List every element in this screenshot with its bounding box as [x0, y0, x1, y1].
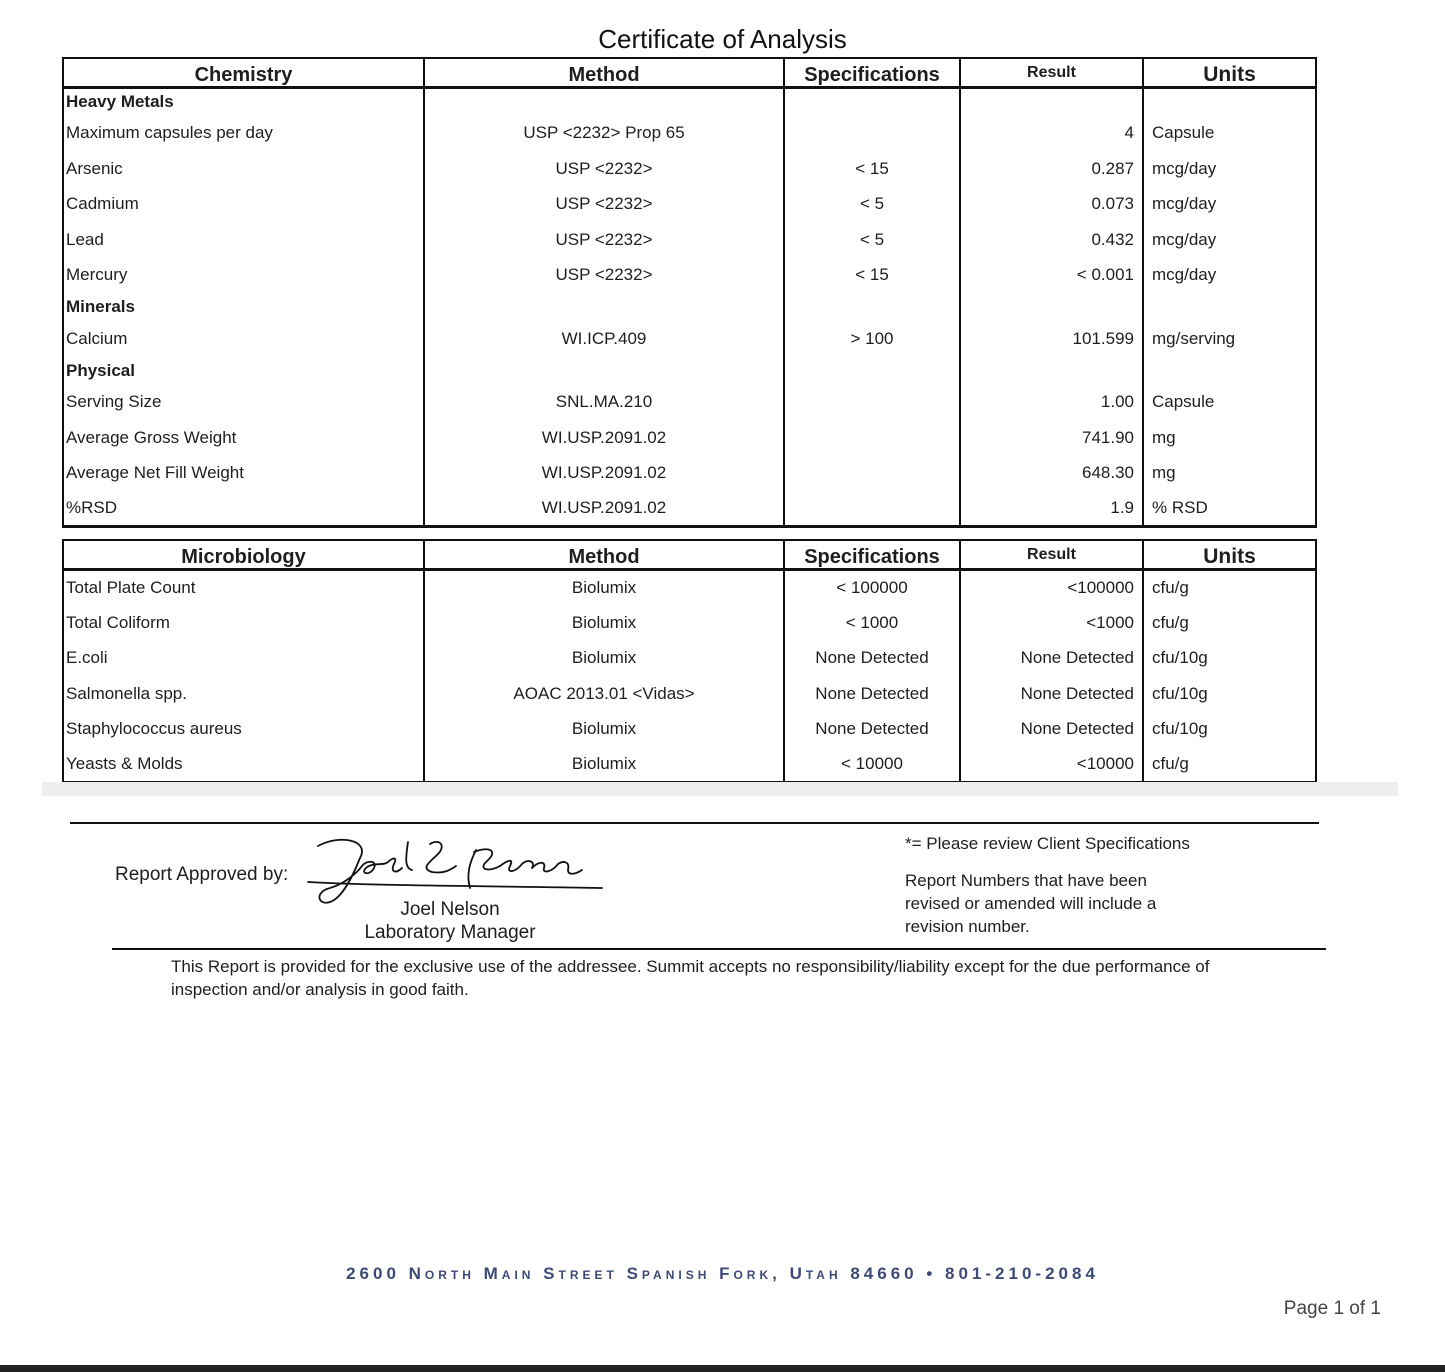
cell-units: cfu/10g	[1143, 641, 1316, 677]
cell-spec: < 100000	[784, 570, 960, 606]
cell-spec	[784, 420, 960, 456]
cell-spec: None Detected	[784, 641, 960, 677]
cell-units: cfu/10g	[1143, 676, 1316, 712]
cell-method: USP <2232>	[424, 187, 784, 223]
document-title: Certificate of Analysis	[598, 24, 847, 54]
signer-name: Joel Nelson	[400, 899, 500, 920]
cell-units: cfu/g	[1143, 605, 1316, 641]
cell-result: <10000	[960, 747, 1143, 783]
cell-result: None Detected	[960, 676, 1143, 712]
divider-top	[70, 822, 1319, 824]
table-row	[63, 420, 1316, 456]
cell-units: mg	[1143, 420, 1316, 456]
table-row	[63, 605, 1316, 641]
cell-units: Capsule	[1143, 385, 1316, 421]
cell-method: USP <2232>	[424, 258, 784, 294]
cell-name: Arsenic	[63, 151, 424, 187]
cell-method: Biolumix	[424, 605, 784, 641]
section-row	[63, 293, 1316, 321]
table-row	[63, 491, 1316, 527]
column-header-result: Result	[960, 540, 1143, 570]
cell-result: 0.432	[960, 222, 1143, 258]
column-header-method: Method	[424, 540, 784, 570]
column-header-microbiology: Microbiology	[63, 540, 424, 570]
cell-result: None Detected	[960, 641, 1143, 677]
cell-units: mg/serving	[1143, 321, 1316, 357]
empty-cell	[424, 357, 784, 385]
empty-cell	[960, 293, 1143, 321]
cell-name: Calcium	[63, 321, 424, 357]
microbiology-table	[62, 539, 1317, 784]
cell-spec: > 100	[784, 321, 960, 357]
cell-units: mg	[1143, 456, 1316, 492]
cell-units: Capsule	[1143, 116, 1316, 152]
table-row	[63, 116, 1316, 152]
section-row	[63, 357, 1316, 385]
empty-cell	[960, 357, 1143, 385]
approved-by-label: Report Approved by:	[115, 864, 289, 885]
section-row	[63, 88, 1316, 116]
cell-name: %RSD	[63, 491, 424, 527]
cell-method: SNL.MA.210	[424, 385, 784, 421]
cell-method: WI.USP.2091.02	[424, 491, 784, 527]
cell-name: Average Net Fill Weight	[63, 456, 424, 492]
cell-method: Biolumix	[424, 641, 784, 677]
column-header-units: Units	[1143, 540, 1316, 570]
page-number: Page 1 of 1	[1283, 1298, 1381, 1319]
cell-result: 101.599	[960, 321, 1143, 357]
cell-name: Cadmium	[63, 187, 424, 223]
column-header-result: Result	[960, 58, 1143, 88]
table-row	[63, 676, 1316, 712]
table-row	[63, 641, 1316, 677]
cell-method: USP <2232> Prop 65	[424, 116, 784, 152]
cell-units: % RSD	[1143, 491, 1316, 527]
cell-method: AOAC 2013.01 <Vidas>	[424, 676, 784, 712]
cell-name: Salmonella spp.	[63, 676, 424, 712]
cell-spec	[784, 385, 960, 421]
cell-method: WI.ICP.409	[424, 321, 784, 357]
table-row	[63, 570, 1316, 606]
cell-name: Lead	[63, 222, 424, 258]
microbiology-header-row	[63, 540, 1316, 570]
cell-name: Total Coliform	[63, 605, 424, 641]
empty-cell	[1143, 357, 1316, 385]
cell-spec: < 1000	[784, 605, 960, 641]
section-heading: Physical	[63, 357, 424, 385]
table-row	[63, 187, 1316, 223]
cell-result: None Detected	[960, 712, 1143, 748]
column-header-specifications: Specifications	[784, 58, 960, 88]
section-heading: Minerals	[63, 293, 424, 321]
column-header-specifications: Specifications	[784, 540, 960, 570]
chemistry-table-body	[63, 88, 1316, 527]
cell-units: mcg/day	[1143, 258, 1316, 294]
cell-method: USP <2232>	[424, 151, 784, 187]
column-header-method: Method	[424, 58, 784, 88]
revision-note: Report Numbers that have been revised or amended will include a revision number.	[905, 871, 1157, 936]
cell-result: 741.90	[960, 420, 1143, 456]
cell-name: Mercury	[63, 258, 424, 294]
cell-result: <1000	[960, 605, 1143, 641]
cell-method: Biolumix	[424, 747, 784, 783]
table-row	[63, 712, 1316, 748]
signer-title: Laboratory Manager	[364, 922, 536, 943]
cell-result: < 0.001	[960, 258, 1143, 294]
table-row	[63, 258, 1316, 294]
empty-cell	[960, 88, 1143, 116]
chemistry-table	[62, 57, 1317, 528]
cell-spec: None Detected	[784, 676, 960, 712]
cell-spec: < 15	[784, 151, 960, 187]
cell-method: WI.USP.2091.02	[424, 456, 784, 492]
cell-units: cfu/10g	[1143, 712, 1316, 748]
cell-spec: < 15	[784, 258, 960, 294]
empty-cell	[1143, 88, 1316, 116]
cell-result: 1.9	[960, 491, 1143, 527]
cell-method: WI.USP.2091.02	[424, 420, 784, 456]
cell-spec	[784, 456, 960, 492]
cell-method: Biolumix	[424, 712, 784, 748]
section-heading: Heavy Metals	[63, 88, 424, 116]
empty-cell	[424, 293, 784, 321]
cell-units: cfu/g	[1143, 570, 1316, 606]
empty-cell	[424, 88, 784, 116]
cell-name: Staphylococcus aureus	[63, 712, 424, 748]
cell-name: E.coli	[63, 641, 424, 677]
cell-spec	[784, 491, 960, 527]
bottom-edge-bar	[0, 1365, 1445, 1372]
table-row	[63, 747, 1316, 783]
column-header-units: Units	[1143, 58, 1316, 88]
cell-name: Serving Size	[63, 385, 424, 421]
company-address: 2600 North Main Street Spanish Fork, Utah 84660 • 801-210-2084	[346, 1264, 1099, 1283]
cell-method: USP <2232>	[424, 222, 784, 258]
cell-units: mcg/day	[1143, 151, 1316, 187]
table-row	[63, 151, 1316, 187]
disclaimer-text: This Report is provided for the exclusive use of the addressee. Summit accepts no responsibility/liability except for the due performance of inspection and/or analysis in good faith.	[171, 957, 1210, 999]
cell-name: Maximum capsules per day	[63, 116, 424, 152]
divider-bottom	[112, 948, 1326, 950]
cell-spec	[784, 116, 960, 152]
cell-spec: < 5	[784, 187, 960, 223]
column-header-chemistry: Chemistry	[63, 58, 424, 88]
cell-result: 648.30	[960, 456, 1143, 492]
empty-cell	[1143, 293, 1316, 321]
table-row	[63, 385, 1316, 421]
chemistry-header-row	[63, 58, 1316, 88]
cell-spec: < 5	[784, 222, 960, 258]
cell-units: mcg/day	[1143, 187, 1316, 223]
cell-units: cfu/g	[1143, 747, 1316, 783]
cell-spec: < 10000	[784, 747, 960, 783]
cell-result: 1.00	[960, 385, 1143, 421]
cell-result: 4	[960, 116, 1143, 152]
microbiology-table-body	[63, 570, 1316, 783]
empty-cell	[784, 88, 960, 116]
client-spec-note: *= Please review Client Specifications	[905, 834, 1190, 853]
cell-units: mcg/day	[1143, 222, 1316, 258]
cell-result: <100000	[960, 570, 1143, 606]
empty-cell	[784, 357, 960, 385]
cell-result: 0.073	[960, 187, 1143, 223]
cell-name: Yeasts & Molds	[63, 747, 424, 783]
cell-name: Total Plate Count	[63, 570, 424, 606]
separator-band	[42, 782, 1398, 796]
empty-cell	[784, 293, 960, 321]
table-row	[63, 222, 1316, 258]
cell-name: Average Gross Weight	[63, 420, 424, 456]
table-row	[63, 456, 1316, 492]
cell-spec: None Detected	[784, 712, 960, 748]
cell-result: 0.287	[960, 151, 1143, 187]
signer-block	[345, 898, 555, 944]
table-row	[63, 321, 1316, 357]
cell-method: Biolumix	[424, 570, 784, 606]
